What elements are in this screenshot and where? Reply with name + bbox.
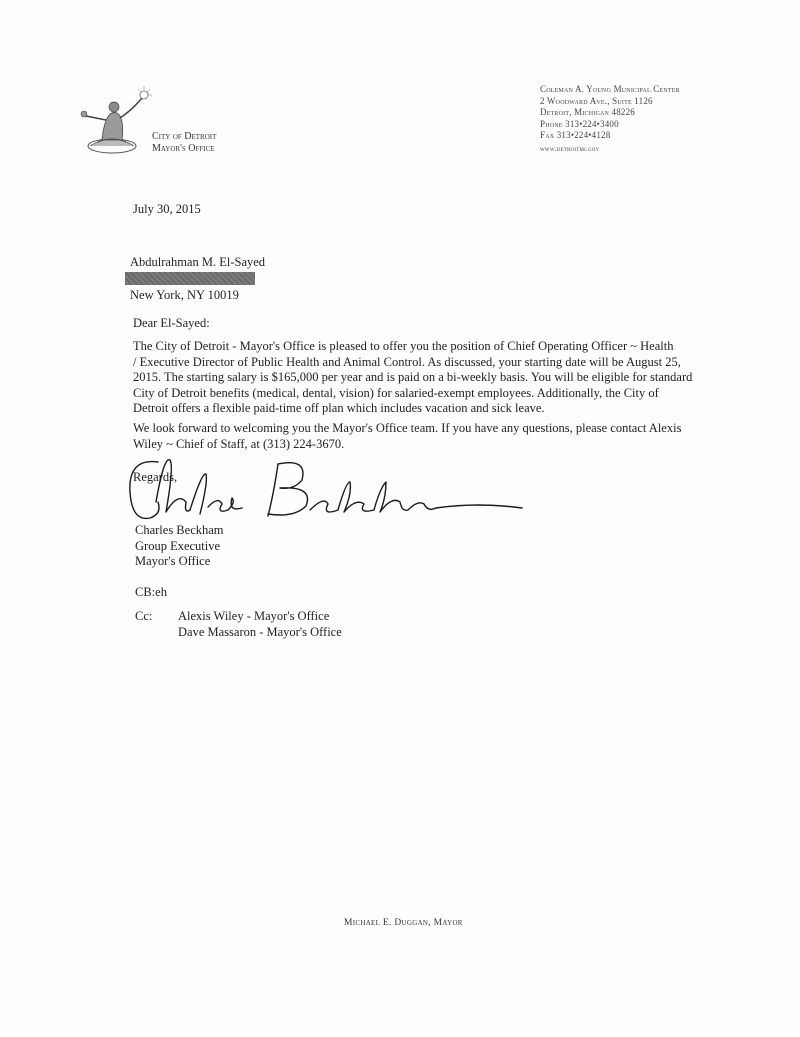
- recipient-name: Abdulrahman M. El-Sayed: [130, 255, 266, 269]
- letterhead-org-name: [152, 131, 216, 155]
- welcome-paragraph: [133, 421, 682, 452]
- org-name-line1: City of Detroit: [152, 131, 217, 142]
- footer-mayor-name: Michael E. Duggan, Mayor: [344, 918, 463, 928]
- recipient-city-line: New York, NY 10019: [130, 288, 239, 302]
- address-phone: Phone 313•224•3400: [540, 118, 619, 129]
- letterhead-address: [540, 84, 680, 155]
- address-fax: Fax 313•224•4128: [540, 130, 611, 140]
- address-line3: Detroit, Michigan 48226: [540, 107, 636, 117]
- paragraph-line: / Executive Director of Public Health and Animal Control. As discussed, your starting date will be August 25,: [133, 354, 681, 369]
- org-name-line2: Mayor's Office: [152, 143, 215, 154]
- redacted-address-bar: [125, 272, 255, 285]
- paragraph-line: City of Detroit benefits (medical, dental, vision) for salaried-exempt employees. Additionally, the City of: [133, 385, 659, 400]
- salutation: Dear El-Sayed:: [133, 316, 210, 330]
- signer-office: Mayor's Office: [135, 554, 211, 568]
- recipient-block: [130, 254, 265, 303]
- cc-recipient: Dave Massaron - Mayor's Office: [178, 624, 342, 639]
- cc-list: [178, 609, 342, 640]
- signer-block: [135, 523, 224, 570]
- address-line1: Coleman A. Young Municipal Center: [540, 84, 680, 94]
- cc-label: Cc:: [135, 609, 153, 623]
- address-line2: 2 Woodward Ave., Suite 1126: [540, 95, 653, 106]
- handwritten-signature-icon: [118, 452, 538, 532]
- signer-name: Charles Beckham: [135, 523, 224, 537]
- spirit-of-detroit-logo-icon: [72, 80, 152, 160]
- address-web: www.detroitmi.gov: [540, 144, 600, 153]
- offer-paragraph: [133, 339, 693, 417]
- closing: Regards,: [133, 470, 178, 484]
- paragraph-line: The City of Detroit - Mayor's Office is pleased to offer you the position of Chief Operating Officer ~ Health: [133, 339, 674, 353]
- cc-recipient: Alexis Wiley - Mayor's Office: [178, 609, 330, 623]
- letter-date: July 30, 2015: [133, 202, 201, 216]
- paragraph-line: 2015. The starting salary is $165,000 per year and is paid on a bi-weekly basis. You will be eligible for standard: [133, 370, 693, 384]
- signer-title: Group Executive: [135, 538, 221, 553]
- typist-initials: CB:eh: [135, 585, 167, 599]
- paragraph-line: We look forward to welcoming you the Mayor's Office team. If you have any questions, please contact Alexis: [133, 421, 682, 435]
- paragraph-line: Wiley ~ Chief of Staff, at (313) 224-3670.: [133, 436, 345, 451]
- paragraph-line: Detroit offers a flexible paid-time off plan which includes vacation and sick leave.: [133, 401, 545, 415]
